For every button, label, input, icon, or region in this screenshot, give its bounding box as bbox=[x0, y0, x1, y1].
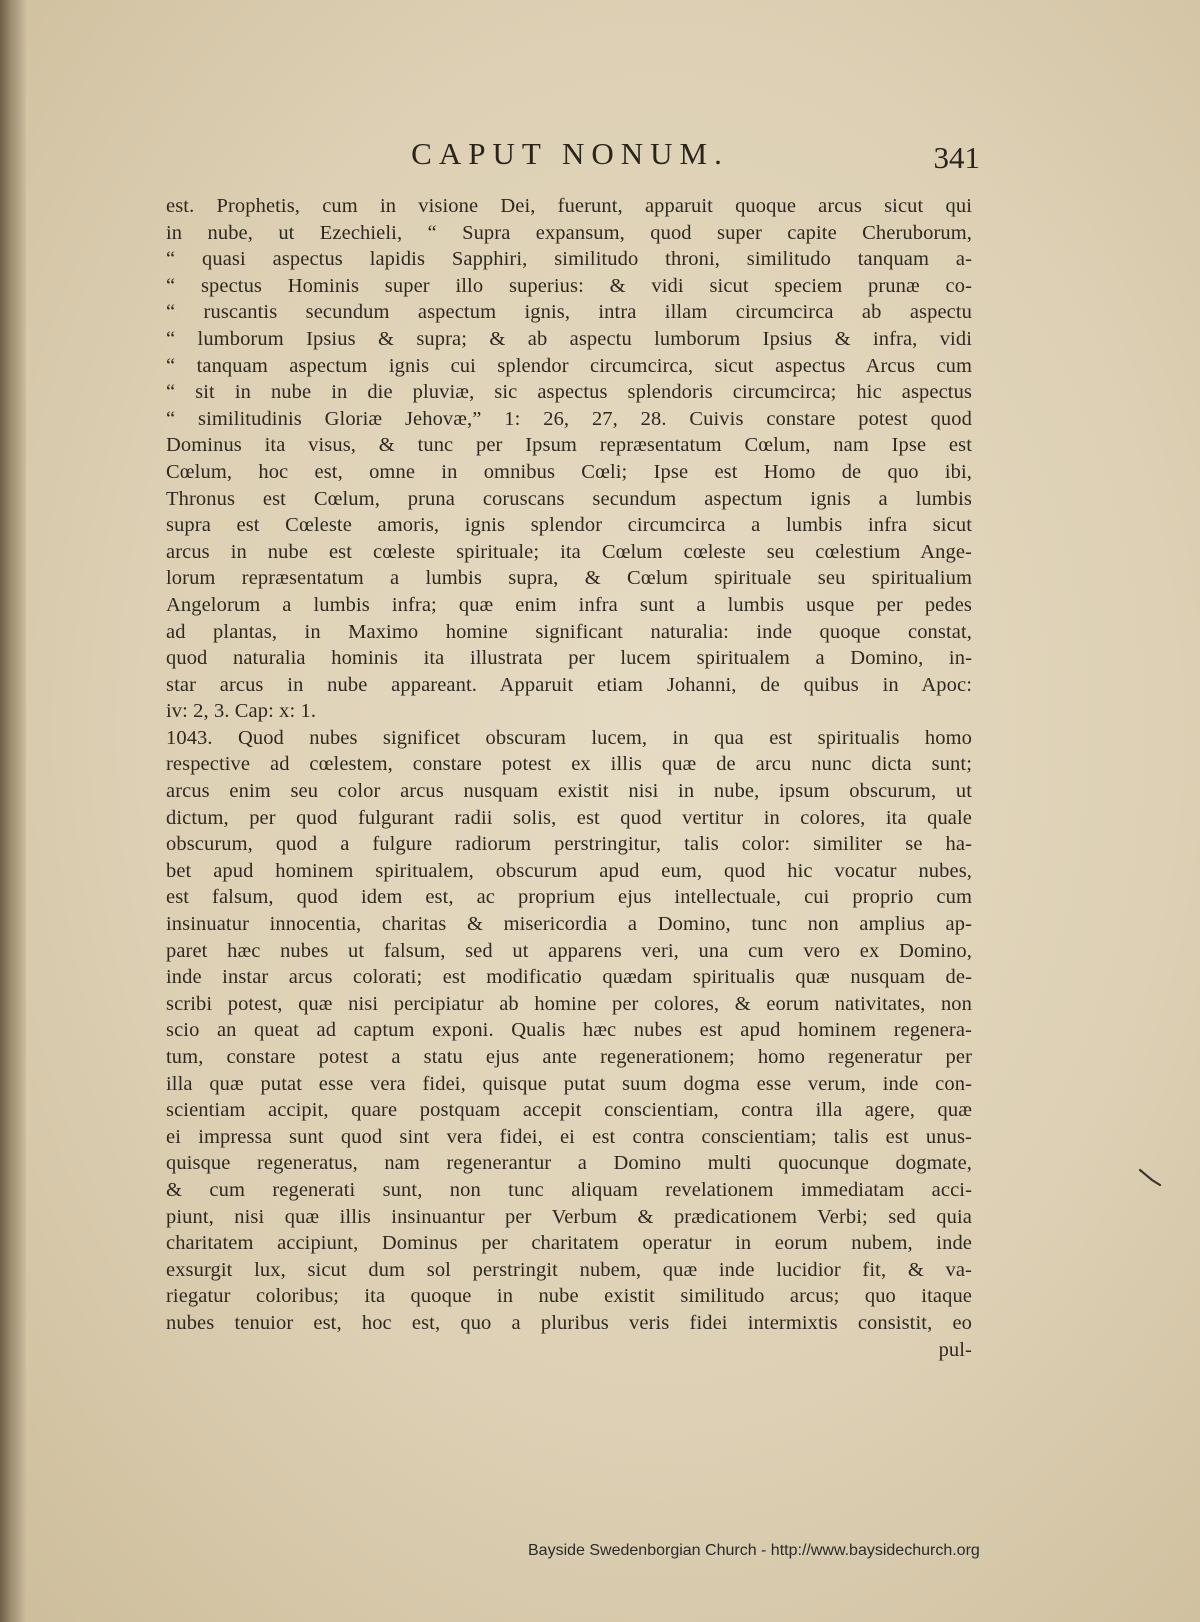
text-line: obscurum, quod a fulgure radiorum perstringitur, talis color: similiter se ha- bbox=[166, 833, 972, 856]
text-line: “ sit in nube in die pluviæ, sic aspectus splendoris circumcirca; hic aspectus bbox=[166, 381, 972, 404]
text-line: lorum repræsentatum a lumbis supra, & Cœlum spirituale seu spiritualium bbox=[166, 567, 972, 590]
text-line: inde instar arcus colorati; est modificatio quædam spiritualis quæ nusquam de- bbox=[166, 966, 972, 989]
text-line: supra est Cœleste amoris, ignis splendor circumcirca a lumbis infra sicut bbox=[166, 514, 972, 537]
text-line: illa quæ putat esse vera fidei, quisque putat suum dogma esse verum, inde con- bbox=[166, 1072, 972, 1095]
text-line: est. Prophetis, cum in visione Dei, fuerunt, apparuit quoque arcus sicut qui bbox=[166, 195, 972, 217]
text-line: quod naturalia hominis ita illustrata per lucem spiritualem a Domino, in- bbox=[166, 647, 972, 670]
text-line: “ tanquam aspectum ignis cui splendor circumcirca, sicut aspectus Arcus cum bbox=[166, 354, 972, 377]
text-line: insinuatur innocentia, charitas & misericordia a Domino, tunc non amplius ap- bbox=[166, 913, 972, 936]
text-line: Cœlum, hoc est, omne in omnibus Cœli; Ipse est Homo de quo ibi, bbox=[166, 460, 972, 483]
text-line: “ similitudinis Gloriæ Jehovæ,” 1: 26, 27, 28. Cuivis constare potest quod bbox=[166, 407, 972, 430]
text-line: “ lumborum Ipsius & supra; & ab aspectu lumborum Ipsius & infra, vidi bbox=[166, 327, 972, 350]
page-number: 341 bbox=[933, 140, 980, 175]
text-line: tum, constare potest a statu ejus ante regenerationem; homo regeneratur per bbox=[166, 1046, 972, 1068]
text-line: exsurgit lux, sicut dum sol perstringit nubem, quæ inde lucidior fit, & va- bbox=[166, 1258, 972, 1281]
text-line: Angelorum a lumbis infra; quæ enim infra sunt a lumbis usque per pedes bbox=[166, 593, 972, 616]
text-line: respective ad cœlestem, constare potest ex illis quæ de arcu nunc dicta sunt; bbox=[166, 753, 972, 776]
stray-pencil-mark-icon bbox=[1138, 1168, 1164, 1188]
text-line: ei impressa sunt quod sint vera fidei, ei est contra conscientiam; talis est unus- bbox=[166, 1125, 972, 1148]
text-line: iv: 2, 3. Cap: x: 1. bbox=[166, 700, 317, 723]
text-line: nubes tenuior est, hoc est, quo a pluribus veris fidei intermixtis consistit, eo bbox=[166, 1311, 972, 1334]
text-line: & cum regenerati sunt, non tunc aliquam revelationem immediatam acci- bbox=[166, 1178, 972, 1201]
text-line: “ spectus Hominis super illo superius: & vidi sicut speciem prunæ co- bbox=[166, 274, 972, 297]
text-line: charitatem accipiunt, Dominus per charitatem operatur in eorum nubem, inde bbox=[166, 1232, 972, 1255]
text-line: scio an queat ad captum exponi. Qualis hæc nubes est apud hominem regenera- bbox=[166, 1019, 972, 1042]
text-line: piunt, nisi quæ illis insinuantur per Verbum & prædicationem Verbi; sed quia bbox=[166, 1205, 972, 1228]
text-line: bet apud hominem spiritualem, obscurum apud eum, quod hic vocatur nubes, bbox=[166, 859, 972, 882]
text-line: Dominus ita visus, & tunc per Ipsum repræsentatum Cœlum, nam Ipse est bbox=[166, 434, 972, 457]
text-line: scribi potest, quæ nisi percipiatur ab homine per colores, & eorum nativitates, non bbox=[166, 992, 972, 1015]
text-line: arcus in nube est cœleste spirituale; ita Cœlum cœleste seu cœlestium Ange- bbox=[166, 540, 972, 563]
text-line: Thronus est Cœlum, pruna coruscans secundum aspectum ignis a lumbis bbox=[166, 487, 972, 510]
page-header bbox=[160, 136, 980, 180]
body-text bbox=[166, 193, 972, 1363]
text-line: 1043. Quod nubes significet obscuram lucem, in qua est spiritualis homo bbox=[166, 726, 972, 749]
text-line: dictum, per quod fulgurant radii solis, est quod vertitur in colores, ita quale bbox=[166, 806, 972, 829]
text-line: “ quasi aspectus lapidis Sapphiri, similitudo throni, similitudo tanquam a- bbox=[166, 248, 972, 271]
text-line: “ ruscantis secundum aspectum ignis, intra illam circumcirca ab aspectu bbox=[166, 301, 972, 324]
text-line: in nube, ut Ezechieli, “ Supra expansum, quod super capite Cheruborum, bbox=[166, 221, 972, 244]
page-gutter-shadow bbox=[0, 0, 26, 1622]
text-line: est falsum, quod idem est, ac proprium ejus intellectuale, cui proprio cum bbox=[166, 886, 972, 909]
text-line: paret hæc nubes ut falsum, sed ut apparens veri, una cum vero ex Domino, bbox=[166, 939, 972, 962]
footer-credit: Bayside Swedenborgian Church - http://www.baysidechurch.org bbox=[528, 1542, 980, 1559]
text-line: scientiam accipit, quare postquam accepit conscientiam, contra illa agere, quæ bbox=[166, 1099, 972, 1122]
running-head: CAPUT NONUM. bbox=[411, 136, 729, 171]
text-line: star arcus in nube appareant. Apparuit etiam Johanni, de quibus in Apoc: bbox=[166, 673, 972, 696]
text-line: ad plantas, in Maximo homine significant naturalia: inde quoque constat, bbox=[166, 620, 972, 643]
text-line: riegatur coloribus; ita quoque in nube existit similitudo arcus; quo itaque bbox=[166, 1285, 972, 1308]
text-line: quisque regeneratus, nam regenerantur a Domino multi quocunque dogmate, bbox=[166, 1152, 972, 1175]
catchword: pul- bbox=[938, 1338, 972, 1361]
text-line: arcus enim seu color arcus nusquam existit nisi in nube, ipsum obscurum, ut bbox=[166, 780, 972, 803]
